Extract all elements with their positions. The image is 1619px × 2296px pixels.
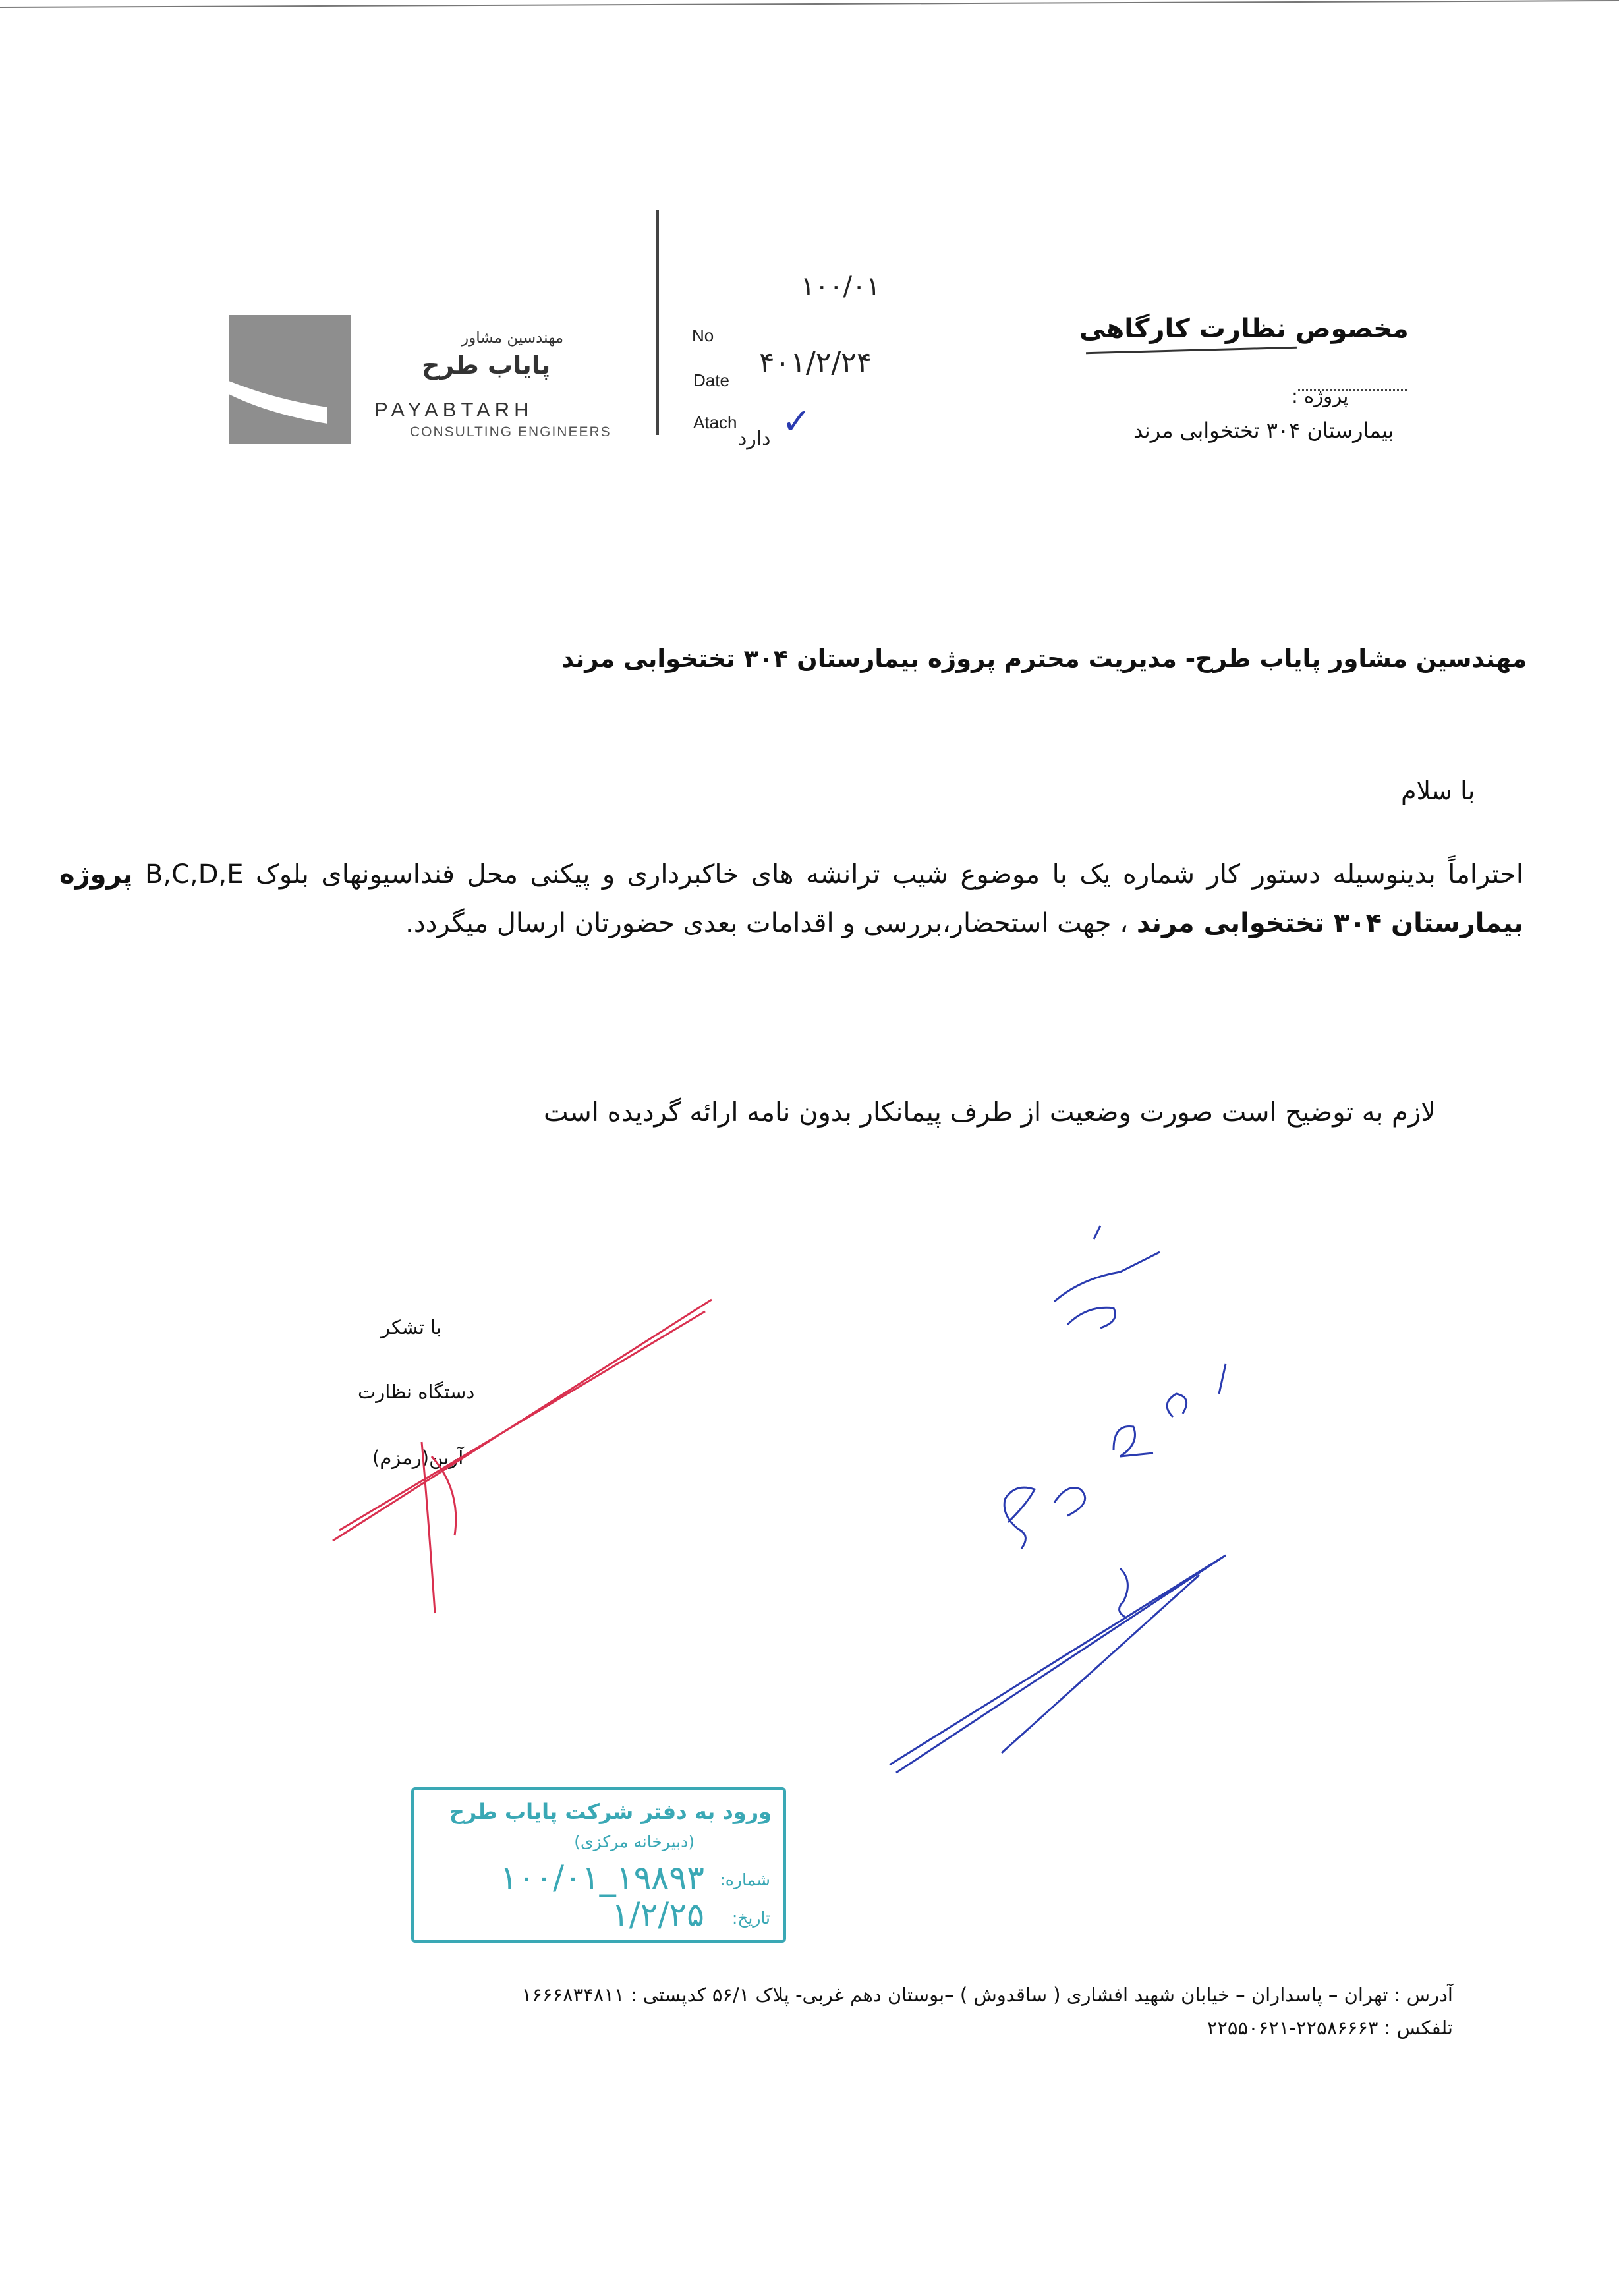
signature-name: آرین(رمزم)	[372, 1447, 464, 1469]
no-label: No	[692, 326, 714, 345]
logo-persian-subtitle: مهندسین مشاور	[461, 330, 564, 347]
attach-label: Atach	[693, 413, 737, 432]
paragraph-text-part2: ، جهت استحضار،بررسی و اقدامات بعدی حضورتان ارسال میگردد.	[405, 908, 1129, 938]
signature-office: دستگاه نظارت	[358, 1381, 475, 1403]
project-name: بیمارستان ۳۰۴ تختخوابی مرند	[1133, 418, 1394, 443]
signature-thanks: با تشکر	[381, 1316, 442, 1338]
logo-persian-name: پایاب طرح	[422, 351, 551, 380]
attach-check-icon: ✓	[781, 401, 812, 442]
footer-contact	[323, 1978, 1453, 2044]
blue-annotation-icon	[890, 1226, 1226, 1773]
letter-recipient: مهندسین مشاور پایاب طرح- مدیریت محترم پروژه بیمارستان ۳۰۴ تختخوابی مرند	[561, 645, 1527, 673]
footer-address: آدرس : تهران – پاسداران – خیابان شهید افشاری ( ساقدوش ) –بوستان دهم غربی- پلاک ۵۶/۱ کدپستی : ۱۶۶۶۸۳۴۸۱۱	[521, 1984, 1453, 2006]
date-label: Date	[693, 370, 729, 390]
office-entry-stamp	[411, 1787, 786, 1943]
stamp-number-label: شماره:	[720, 1870, 770, 1889]
attach-value: دارد	[738, 427, 771, 450]
logo-english-subtitle: CONSULTING ENGINEERS	[410, 424, 611, 440]
red-signature-icon	[333, 1300, 712, 1613]
paragraph-text-part1: احتراماً بدینوسیله دستور کار شماره یک با موضوع شیب ترانشه های خاکبرداری و پیکنی محل فنداسیونهای بلوک B,C,D,E	[144, 859, 1523, 890]
stamp-date-label: تاریخ:	[731, 1909, 770, 1928]
stamp-subtitle: (دبیرخانه مرکزی)	[574, 1832, 695, 1851]
letter-greeting: با سلام	[1401, 776, 1475, 805]
stamp-number-value: ۱۰۰/۰۱_۱۹۸۹۳	[499, 1858, 704, 1897]
letter-note: لازم به توضیح است صورت وضعیت از طرف پیمانکار بدون نامه ارائه گردیده است	[544, 1097, 1436, 1128]
special-supervision-heading: مخصوص نظارت کارگاهی	[1079, 314, 1409, 344]
stamp-title: ورود به دفتر شرکت پایاب طرح	[449, 1799, 772, 1824]
stamp-date-value: ۱/۲/۲۵	[611, 1895, 704, 1934]
letter-date-value: ۴۰۱/۲/۲۴	[759, 346, 872, 380]
logo-english-name: PAYABTARH	[374, 398, 534, 421]
paragraph-bold-project: پروژه بیمارستان ۳۰۴ تختخوابی مرند	[59, 859, 1523, 938]
footer-phone: تلفکس : ۲۲۵۸۶۶۶۳-۲۲۵۵۰۶۲۱	[1207, 2017, 1453, 2039]
letter-number-value: ۱۰۰/۰۱	[801, 272, 880, 302]
project-label: پروژه :	[1292, 385, 1349, 407]
